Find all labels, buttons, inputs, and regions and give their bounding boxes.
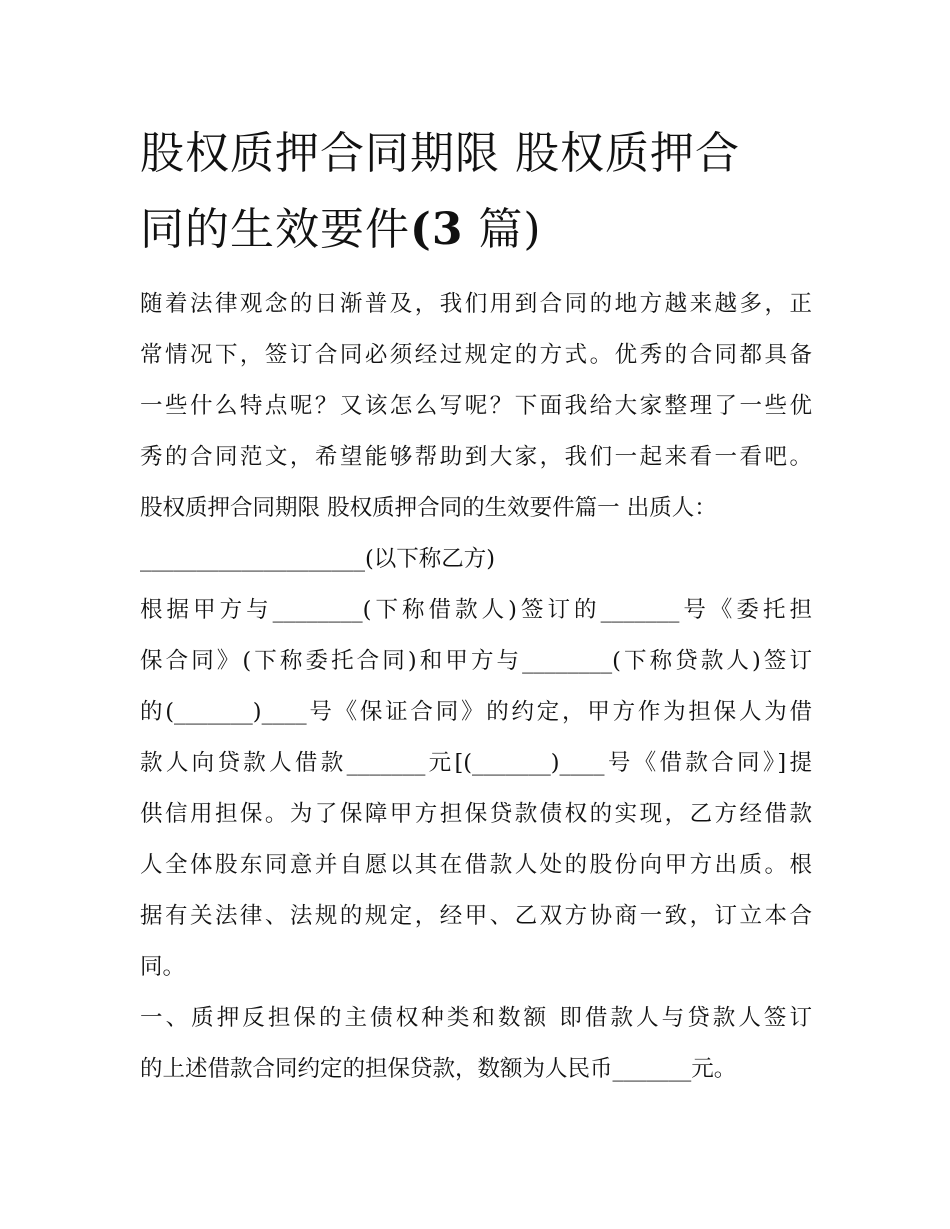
title-line-1: 股权质押合同期限 股权质押合: [140, 128, 740, 179]
body-line: 的(_______)____号《保证合同》的约定，甲方作为担保人为借: [140, 699, 812, 725]
document-body: [140, 279, 812, 1095]
body-line: 保合同》(下称委托合同)和甲方与________(下称贷款人)签订: [140, 648, 812, 674]
body-line: 随着法律观念的日渐普及，我们用到合同的地方越来越多，正: [140, 291, 812, 317]
body-line: 款人向贷款人借款_______元[(_______)____号《借款合同》]提: [140, 750, 812, 776]
body-line: ____________________(以下称乙方): [140, 546, 496, 572]
body-line: 同。: [140, 954, 186, 980]
body-line: 的上述借款合同约定的担保贷款，数额为人民币_______元。: [140, 1056, 737, 1082]
document-title: [140, 116, 820, 268]
body-line: 一、质押反担保的主债权种类和数额 即借款人与贷款人签订: [140, 1005, 812, 1031]
body-line: 人全体股东同意并自愿以其在借款人处的股份向甲方出质。根: [140, 852, 812, 878]
body-line: 一些什么特点呢？又该怎么写呢？下面我给大家整理了一些优: [140, 393, 812, 419]
title-line-2-bold: (3: [410, 204, 464, 255]
body-line: 供信用担保。为了保障甲方担保贷款债权的实现，乙方经借款: [140, 801, 812, 827]
title-line-2-end: 篇): [463, 204, 542, 255]
body-line: 常情况下，签订合同必须经过规定的方式。优秀的合同都具备: [140, 342, 812, 368]
body-line: 根据甲方与________(下称借款人)签订的_______号《委托担: [140, 597, 812, 623]
body-line: 据有关法律、法规的规定，经甲、乙双方协商一致，订立本合: [140, 903, 812, 929]
body-line: 秀的合同范文，希望能够帮助到大家，我们一起来看一看吧。: [140, 444, 812, 470]
body-line: 股权质押合同期限 股权质押合同的生效要件篇一 出质人：: [140, 495, 717, 521]
title-line-2-text: 同的生效要件: [140, 204, 410, 255]
